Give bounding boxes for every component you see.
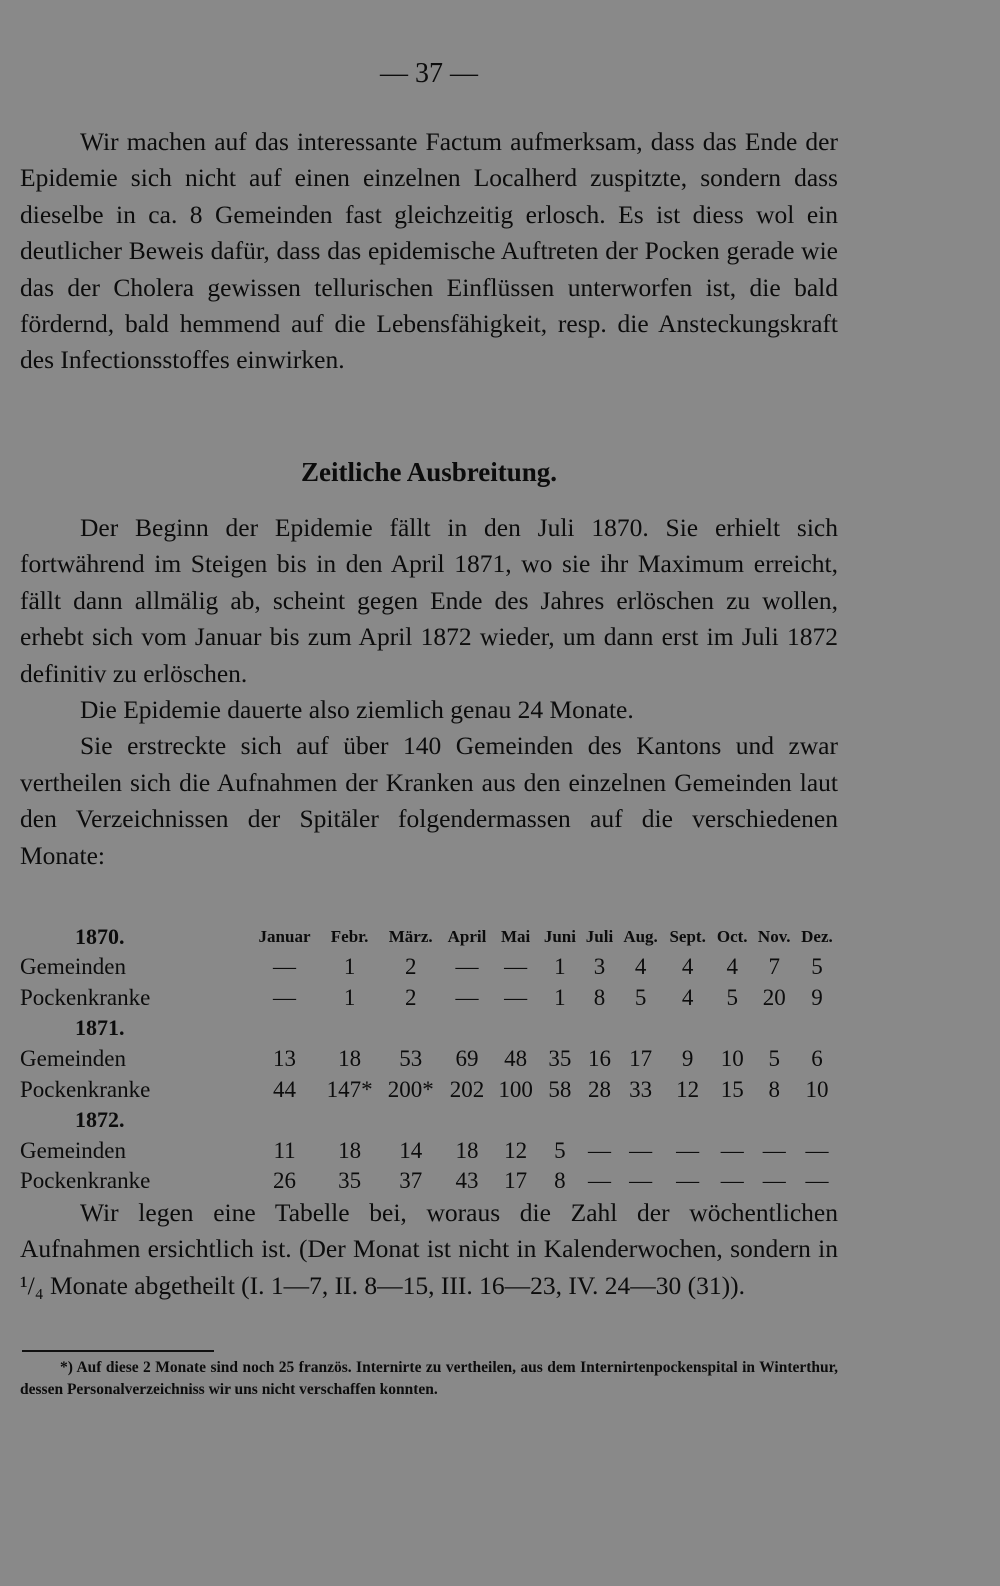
row-label: Pockenkranke <box>20 1168 151 1194</box>
table-cell: 11 <box>273 1137 296 1163</box>
table-cell: 5 <box>768 1046 780 1072</box>
table-cell: 33 <box>629 1076 653 1102</box>
table-cell: 44 <box>273 1076 297 1102</box>
table-cell: 4 <box>634 954 647 980</box>
closing-text <box>20 1195 838 1304</box>
table-cell: 5 <box>634 984 647 1010</box>
row-label: Pockenkranke <box>20 984 151 1010</box>
table-cell: 8 <box>768 1076 780 1102</box>
table-cell: 15 <box>720 1076 744 1102</box>
closing-paragraph: Wir legen eine Tabelle bei, woraus die Zahl der wöchentlichen Aufnahmen ersichtlich ist. (Der Monat ist nicht in Kalenderwochen, sondern in ¹/₄ Monate abgetheilt (I. 1—7, II. 8—15, III. 16—23, IV. 24—30 (31)). <box>20 1198 838 1300</box>
month-header: Mai <box>501 927 531 946</box>
year-label: 1871. <box>75 1015 125 1041</box>
table-cell: 48 <box>504 1046 528 1072</box>
table-cell: — <box>455 984 479 1010</box>
table-cell: 13 <box>273 1046 297 1072</box>
table-cell: — <box>805 1168 829 1194</box>
table-cell: 6 <box>811 1046 823 1072</box>
table-cell: — <box>504 954 528 980</box>
table-cell: — <box>455 954 479 980</box>
table-cell: 200* <box>387 1076 434 1102</box>
table-cell: 8 <box>554 1168 566 1194</box>
table-cell: 37 <box>399 1168 423 1194</box>
table-cell: 18 <box>455 1137 479 1163</box>
table-cell: 7 <box>768 954 780 980</box>
table-cell: — <box>676 1137 700 1163</box>
table-header-row <box>20 922 838 952</box>
table-cell: 5 <box>554 1137 566 1163</box>
table-cell: 1 <box>343 954 356 980</box>
table-cell: 1 <box>554 984 566 1010</box>
table-cell: — <box>587 1137 611 1163</box>
table-cell: 17 <box>504 1168 528 1194</box>
table-cell: — <box>504 984 528 1010</box>
table-cell: 2 <box>404 954 417 980</box>
table-cell: 12 <box>676 1076 700 1102</box>
section-text <box>20 510 838 874</box>
table-cell: 28 <box>587 1076 611 1102</box>
table-cell: 9 <box>681 1046 694 1072</box>
table-cell: — <box>720 1168 744 1194</box>
table-cell: 58 <box>548 1076 572 1102</box>
month-header: März. <box>388 927 433 946</box>
table-cell: 53 <box>399 1046 423 1072</box>
table-cell: — <box>587 1168 611 1194</box>
month-header: Juni <box>543 927 576 946</box>
table-row <box>20 1166 838 1197</box>
table-cell: 20 <box>762 984 786 1010</box>
table-cell: 1 <box>343 984 356 1010</box>
table-cell: 14 <box>399 1137 423 1163</box>
table-cell: 18 <box>338 1046 362 1072</box>
table-cell: 202 <box>449 1076 485 1102</box>
table-year-row <box>20 1013 838 1044</box>
table-cell: 9 <box>811 984 823 1010</box>
row-label: Gemeinden <box>20 1046 127 1072</box>
table-cell: — <box>629 1137 653 1163</box>
month-header: Januar <box>258 927 311 946</box>
month-header: Dez. <box>801 927 833 946</box>
section-paragraph: Die Epidemie dauerte also ziemlich genau 24 Monate. <box>80 695 634 725</box>
row-label: Gemeinden <box>20 1137 127 1163</box>
table-cell: 2 <box>404 984 417 1010</box>
table-cell: — <box>762 1137 786 1163</box>
section-paragraph: Der Beginn der Epidemie fällt in den Juli 1870. Sie erhielt sich fortwährend im Steigen bis in den April 1871, wo sie ihr Maximum erreicht, fällt dann allmälig ab, scheint gegen Ende des Jahres erlöschen zu wollen, erhebt sich vom Januar bis zum April 1872 wieder, um dann erst im Juli 1872 definitiv zu erlöschen. <box>20 513 838 688</box>
year-label: 1870. <box>75 924 125 949</box>
table-cell: 43 <box>455 1168 479 1194</box>
intro-text <box>20 124 838 379</box>
table-cell: 35 <box>548 1046 572 1072</box>
page-number: — 37 — <box>380 58 478 89</box>
table-year-row <box>20 1105 838 1136</box>
month-header: Sept. <box>669 927 706 946</box>
intro-paragraph: Wir machen auf das interessante Factum aufmerksam, dass das Ende der Epidemie sich nicht auf einen einzelnen Localherd zuspitzte, sondern dass dieselbe in ca. 8 Gemeinden fast gleichzeitig erlosch. Es ist diess wol ein deutlicher Beweis dafür, dass das epidemische Auftreten der Pocken gerade wie das der Cholera gewissen tellurischen Einflüssen unterworfen ist, die bald fördernd, bald hemmend auf die Lebensfähigkeit, resp. die Ansteckungskraft des Infectionsstoffes einwirken. <box>20 127 838 375</box>
year-label: 1872. <box>75 1107 125 1133</box>
section-paragraph: Sie erstreckte sich auf über 140 Gemeinden des Kantons und zwar vertheilen sich die Aufnahmen der Kranken aus den einzelnen Gemeinden laut den Verzeichnissen der Spitäler folgendermassen auf die verschiedenen Monate: <box>20 731 838 870</box>
row-label: Gemeinden <box>20 954 127 980</box>
month-header: Juli <box>585 927 614 946</box>
footnote-text: *) Auf diese 2 Monate sind noch 25 französ. Internirte zu vertheilen, aus dem Internirtenpockenspital in Winterthur, dessen Personalverzeichniss wir uns nicht verschaffen konnten. <box>20 1359 838 1398</box>
table-cell: 16 <box>587 1046 611 1072</box>
table-row <box>20 1136 838 1167</box>
row-label: Pockenkranke <box>20 1076 151 1102</box>
table-cell: 1 <box>554 954 566 980</box>
table-cell: 35 <box>338 1168 362 1194</box>
table-row <box>20 1044 838 1075</box>
footnote-rule <box>22 1350 214 1352</box>
table-cell: 147* <box>326 1076 373 1102</box>
table-cell: 4 <box>726 954 738 980</box>
footnote <box>20 1357 838 1401</box>
table-cell: — <box>676 1168 700 1194</box>
table-cell: — <box>273 954 297 980</box>
table-cell: — <box>762 1168 786 1194</box>
month-header: Aug. <box>623 927 658 946</box>
month-header: Oct. <box>716 927 748 946</box>
year-row-spacer <box>250 1013 838 1044</box>
table-cell: 10 <box>805 1076 829 1102</box>
table-cell: 18 <box>338 1137 362 1163</box>
table-cell: 10 <box>720 1046 744 1072</box>
table-cell: 100 <box>498 1076 533 1102</box>
table-cell: 5 <box>811 954 823 980</box>
table-cell: 5 <box>726 984 738 1010</box>
table-cell: — <box>273 984 297 1010</box>
table-cell: 3 <box>593 954 606 980</box>
table-cell: 4 <box>681 984 694 1010</box>
table-cell: 12 <box>504 1137 528 1163</box>
month-header: Febr. <box>330 927 369 946</box>
table-cell: 69 <box>455 1046 479 1072</box>
table-row <box>20 983 838 1014</box>
monthly-admissions-table <box>20 922 838 1197</box>
section-heading: Zeitliche Ausbreitung. <box>300 457 558 487</box>
table-cell: — <box>805 1137 829 1163</box>
year-row-spacer <box>250 1105 838 1136</box>
table-cell: 26 <box>273 1168 297 1194</box>
table-row <box>20 952 838 983</box>
table-cell: 4 <box>681 954 694 980</box>
table-cell: 8 <box>593 984 606 1010</box>
table-cell: — <box>629 1168 653 1194</box>
table-row <box>20 1074 838 1105</box>
table-cell: — <box>720 1137 744 1163</box>
month-header: Nov. <box>757 927 791 946</box>
month-header: April <box>447 927 487 946</box>
table-cell: 17 <box>629 1046 653 1072</box>
